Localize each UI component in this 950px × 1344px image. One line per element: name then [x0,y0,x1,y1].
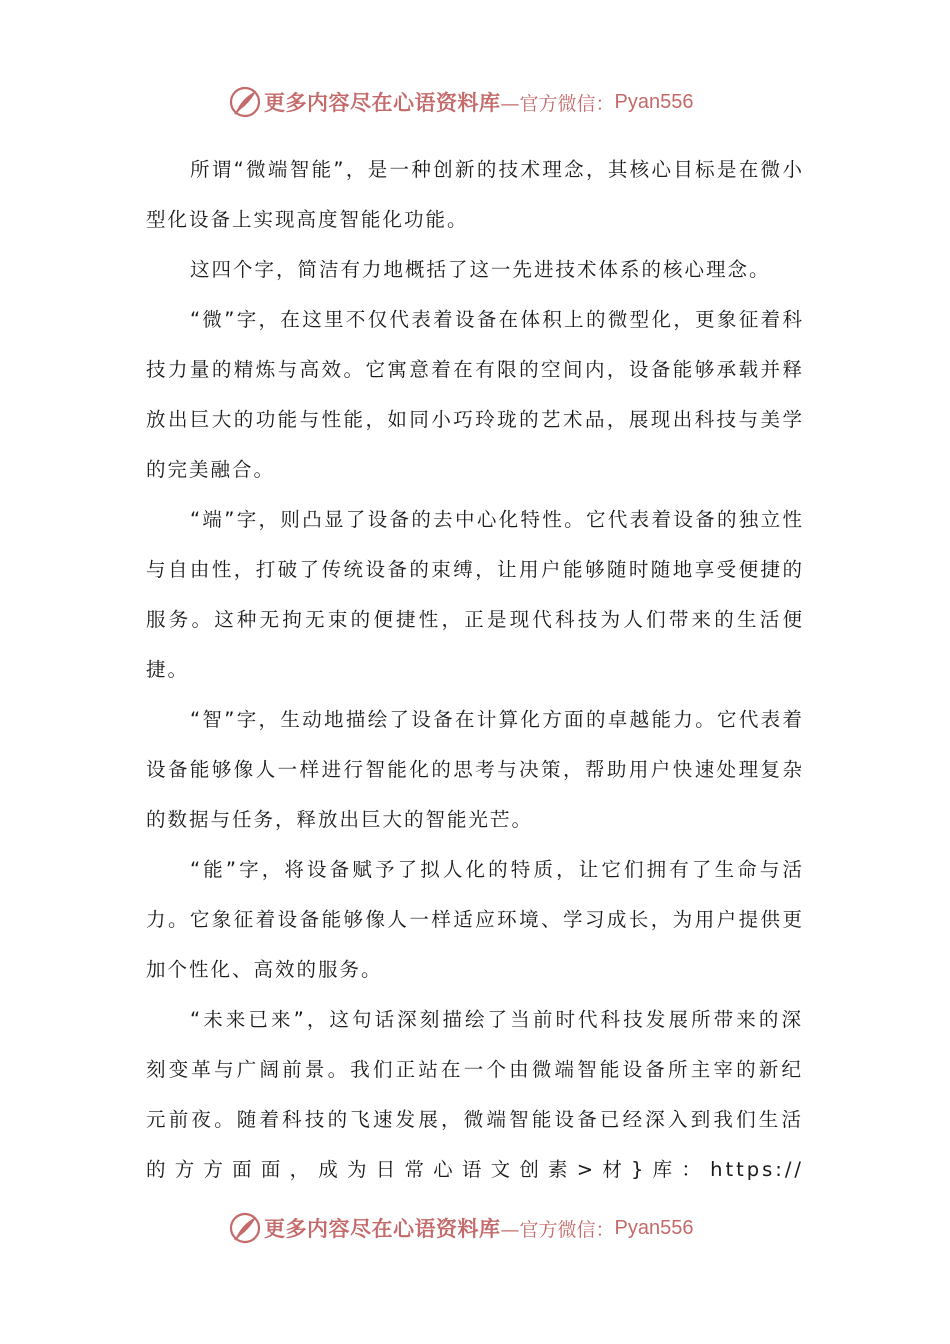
quill-pen-icon [228,1211,262,1245]
header-banner [228,82,728,122]
paragraph: “微”字，在这里不仅代表着设备在体积上的微型化，更象征着科技力量的精炼与高效。它寓意着在有限的空间内，设备能够承载并释放出巨大的功能与性能，如同小巧玲珑的艺术品，展现出科技与美学的完美融合。 [146,308,804,481]
paragraph: “未来已来”，这句话深刻描绘了当前时代科技发展所带来的深刻变革与广阔前景。我们正站在一个由微端智能设备所主宰的新纪元前夜。随着科技的飞速发展，微端智能设备已经深入到我们生活的方方面面，成为日常心语文创素>材}库：https:// [146,1008,804,1181]
header-wechat-id: Pyan556 [614,90,694,113]
paragraph: 这四个字，简洁有力地概括了这一先进技术体系的核心理念。 [190,258,771,281]
paragraph: “端”字，则凸显了设备的去中心化特性。它代表着设备的独立性与自由性，打破了传统设备的束缚，让用户能够随时随地享受便捷的服务。这种无拘无束的便捷性，正是现代科技为人们带来的生活便捷。 [146,508,804,681]
document-body [146,145,804,1195]
paragraph: “智”字，生动地描绘了设备在计算化方面的卓越能力。它代表着设备能够像人一样进行智能化的思考与决策，帮助用户快速处理复杂的数据与任务，释放出巨大的智能光芒。 [146,708,804,831]
quill-pen-icon [228,85,262,119]
header-wechat-label: —官方微信： [500,92,615,115]
footer-wechat-id: Pyan556 [614,1216,694,1239]
footer-wechat-label: —官方微信： [500,1218,615,1241]
paragraph: 所谓“微端智能”，是一种创新的技术理念，其核心目标是在微小型化设备上实现高度智能化功能。 [146,158,804,231]
paragraph: “能”字，将设备赋予了拟人化的特质，让它们拥有了生命与活力。它象征着设备能够像人一样适应环境、学习成长，为用户提供更加个性化、高效的服务。 [146,858,804,981]
footer-site-name: 更多内容尽在心语资料库 [264,1216,501,1241]
footer-banner [228,1208,728,1248]
header-site-name: 更多内容尽在心语资料库 [264,90,501,115]
